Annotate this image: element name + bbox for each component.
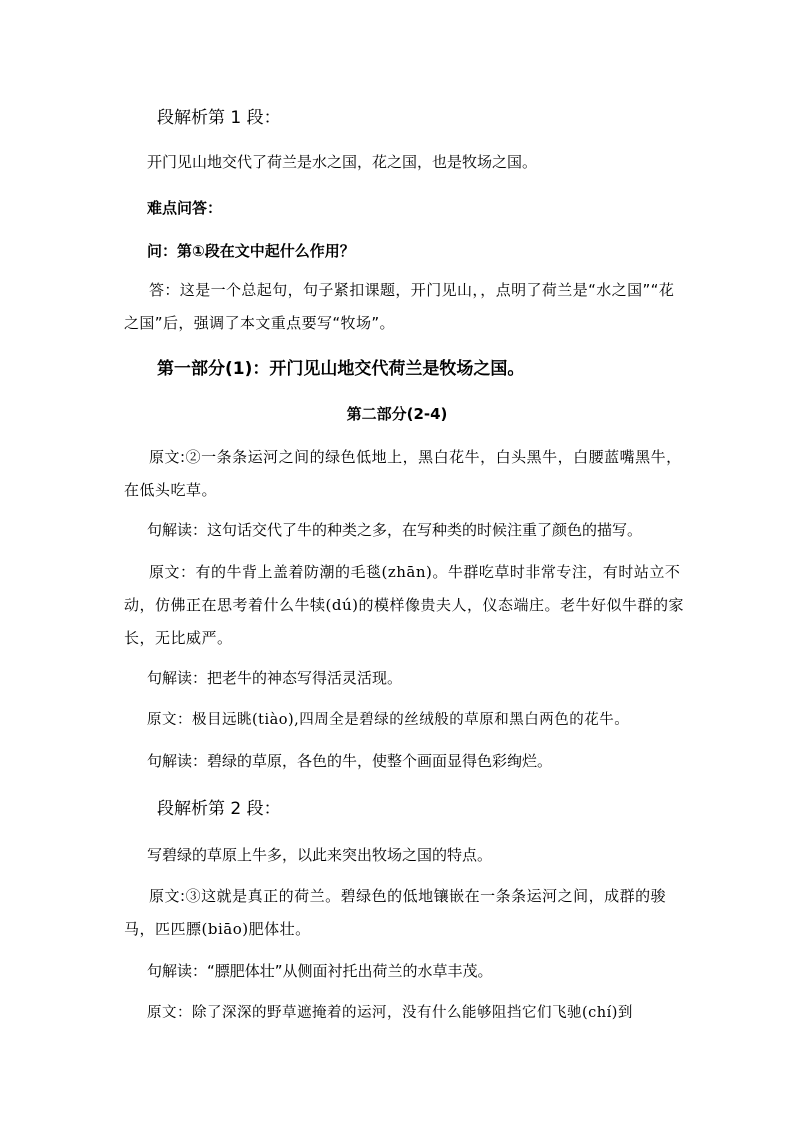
- answer-text: 答：这是一个总起句，句子紧扣课题，开门见山，，点明了荷兰是“水之国”“花之国”后，强调了本文重点要写“牧场”。: [124, 281, 675, 332]
- interpretation-3: 句解读：碧绿的草原，各色的牛，使整个画面显得色彩绚烂。: [147, 752, 553, 770]
- original-content: ②一条条运河之间的绿色低地上，黑白花牛，白头黑牛，白腰蓝嘴黑牛，在低头吃草。: [124, 448, 682, 499]
- section-heading-1: 段解析第 1 段：: [157, 108, 281, 128]
- original-content: 除了深深的野草遮掩着的运河，没有什么能够阻挡它们飞驰(chí)到: [192, 1005, 633, 1021]
- original-text-4: [124, 880, 684, 946]
- original-label: 原文:: [149, 887, 186, 905]
- question-text: 问：第①段在文中起什么作用？: [147, 242, 355, 260]
- interpretation-2: 句解读：把老牛的神态写得活灵活现。: [147, 669, 403, 687]
- paragraph-2: 写碧绿的草原上牛多，以此来突出牧场之国的特点。: [147, 846, 493, 864]
- interpretation-4: 句解读：“膘肥体壮”从侧面衬托出荷兰的水草丰茂。: [147, 962, 493, 980]
- part-one-heading: 第一部分(1)：开门见山地交代荷兰是牧场之国。: [157, 359, 525, 379]
- original-label: 原文：: [147, 1005, 192, 1021]
- original-content: 有的牛背上盖着防潮的毛毯(zhān)。牛群吃草时非常专注，有时站立不动，仿佛正在思考着什么牛犊(dú)的模样像贵夫人，仪态端庄。老牛好似牛群的家长，无比威严。: [124, 563, 684, 647]
- original-content: 极目远眺(tiào),四周全是碧绿的丝绒般的草原和黑白两色的花牛。: [192, 712, 630, 728]
- original-text-2: [124, 556, 684, 655]
- original-text-3: [147, 705, 707, 735]
- original-label: 原文：: [149, 563, 196, 581]
- original-text-5: [147, 998, 707, 1028]
- original-label: 原文：: [147, 712, 192, 728]
- original-label: 原文:: [149, 448, 186, 466]
- original-content: ③这就是真正的荷兰。碧绿色的低地镶嵌在一条条运河之间，成群的骏马，匹匹膘(biāo)肥体壮。: [124, 887, 667, 938]
- paragraph-1: 开门见山地交代了荷兰是水之国，花之国，也是牧场之国。: [147, 153, 538, 171]
- interpretation-1: 句解读：这句话交代了牛的种类之多，在写种类的时候注重了颜色的描写。: [147, 521, 643, 539]
- section-heading-2: 段解析第 2 段：: [157, 799, 281, 819]
- part-two-heading: 第二部分(2-4): [346, 405, 448, 423]
- original-text-1: [124, 441, 684, 507]
- difficult-points-label: 难点问答：: [147, 199, 223, 217]
